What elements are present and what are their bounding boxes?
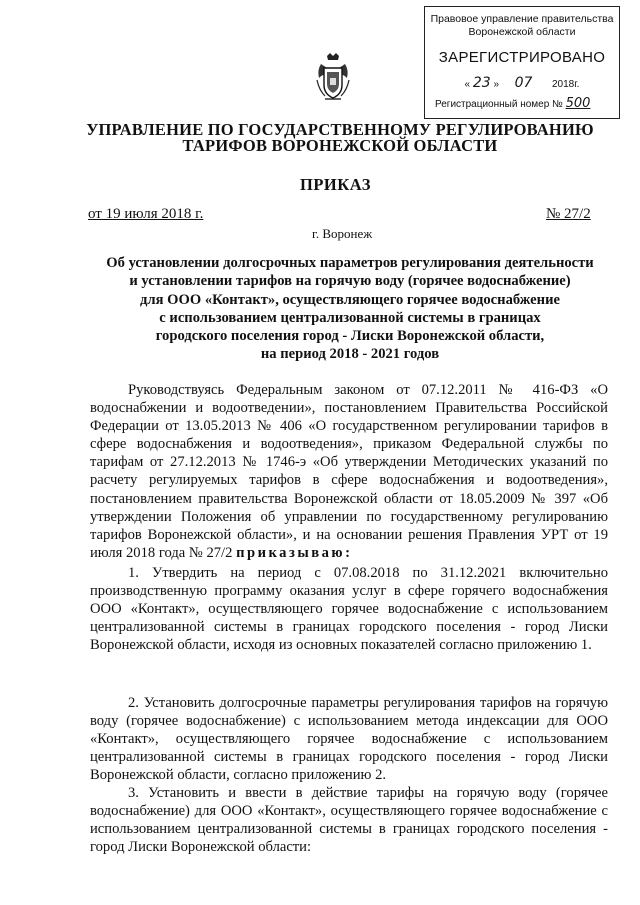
order-number: № 27/2 [546, 206, 591, 222]
clause-1: 1. Утвердить на период с 07.08.2018 по 31.12.2021 включительно производственную программу оказания услуг в сфере горячего водоснабжения ООО «Контакт», осуществляющего горячее водоснабжение с использованием централизованной системы в границах городского поселения - город Лиски Воронежской области, исходя из основных показателей согласно приложению 1. [90, 565, 608, 654]
order-date: от 19 июля 2018 г. [88, 206, 204, 222]
title-line: для ООО «Контакт», осуществляющего горячее водоснабжение [140, 291, 560, 308]
stamp-day: 23 [472, 75, 491, 91]
stamp-reg-number [425, 96, 619, 111]
stamp-org-line1: Правовое управление правительства [430, 13, 614, 25]
stamp-date-line: « 23 » 07 2018г. [464, 75, 580, 91]
agency-name-line2: ТАРИФОВ ВОРОНЕЖСКОЙ ОБЛАСТИ [182, 136, 498, 155]
registration-stamp [424, 6, 620, 119]
title-line: городского поселения город - Лиски Воронежской области, [155, 328, 545, 345]
title-line: и установлении тарифов на горячую воду (горячее водоснабжение) [129, 273, 571, 290]
clause-3: 3. Установить и ввести в действие тарифы на горячую воду (горячее водоснабжение) для ООО «Контакт», осуществляющего горячее водоснабжение с использованием централизованной системы в границах городского поселения - город Лиски Воронежской области: [90, 785, 608, 856]
preamble-text: Руководствуясь Федеральным законом от 07.12.2011 № 416-ФЗ «О водоснабжении и водоотведении», постановлением Правительства Российской Федерации от 13.05.2013 № 406 «О государственном регулировании тарифов в сфере водоснабжения и водоотведения», приказом Федеральной службы по тарифам от 27.12.2013 № 1746-э «Об утверждении Методических указаний по расчету регулируемых тарифов в сфере водоснабжения и водоотведения», постановлением правительства Воронежской области от 18.05.2009 № 397 «Об утверждении Положения об управлении по государственному регулированию тарифов Воронежской области», и на основании решения Правления УРТ от 19 июля 2018 года № 27/2 [90, 382, 608, 561]
city: г. Воронеж [312, 226, 373, 241]
stamp-month: 07 [514, 75, 533, 91]
title-line: с использованием централизованной системы в границах [159, 309, 541, 326]
preamble-paragraph [90, 381, 608, 562]
order-title [90, 254, 610, 364]
stamp-year: 2018г. [552, 79, 580, 90]
agency-name-line1: УПРАВЛЕНИЕ ПО ГОСУДАРСТВЕННОМУ РЕГУЛИРОВАНИЮ [86, 120, 594, 139]
coat-of-arms-icon [313, 52, 353, 104]
document-type: ПРИКАЗ [300, 175, 371, 194]
stamp-registered: ЗАРЕГИСТРИРОВАНО [438, 49, 606, 66]
title-line: Об установлении долгосрочных параметров регулирования деятельности [106, 255, 594, 271]
stamp-org [425, 13, 619, 39]
stamp-org-line2: Воронежской области [468, 26, 576, 38]
stamp-reg-label: Регистрационный номер № [435, 99, 563, 110]
title-line: на период 2018 - 2021 годов [260, 346, 440, 363]
clause-2: 2. Установить долгосрочные параметры регулирования тарифов на горячую воду (горячее водоснабжение) с использованием метода индексации для ООО «Контакт», осуществляющего горячее водоснабжение с использованием централизованной системы в границах городского поселения - город Лиски Воронежской области, согласно приложению 2. [90, 695, 608, 784]
stamp-reg-value: 500 [565, 96, 591, 111]
order-word: приказываю: [236, 544, 353, 561]
